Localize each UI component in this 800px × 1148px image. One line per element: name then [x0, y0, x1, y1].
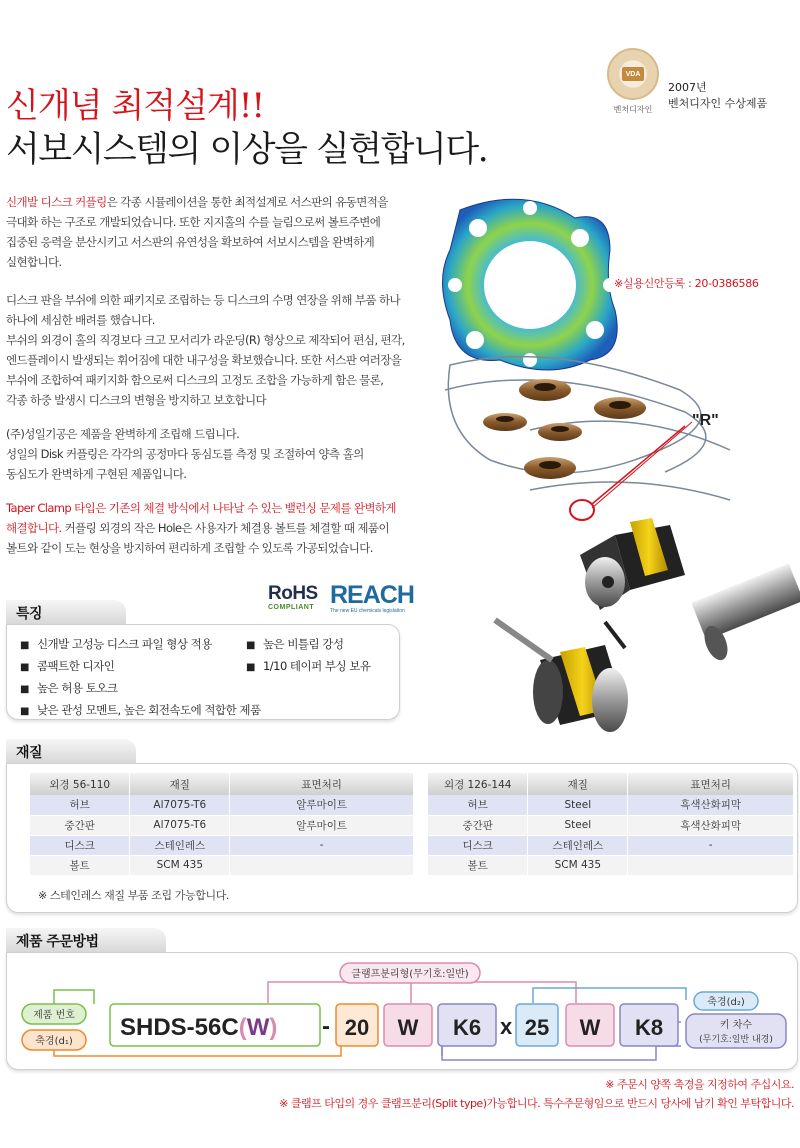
description-paragraph-3 — [6, 424, 426, 484]
features-tab: 특징 — [6, 600, 126, 624]
footer-note-1: ※ 주문시 양쪽 축경을 지정하여 주십시요. — [605, 1078, 794, 1091]
feature-item: ■ 높은 허용 토오크 — [20, 678, 261, 700]
desc-line: 극대화 하는 구조로 개발되었습니다. 또한 지지홀의 수를 늘림으로써 볼트주변에 — [6, 215, 381, 229]
table-row: 디스크 스테인레스 - — [30, 835, 414, 855]
code-clamp-1: W — [397, 1015, 419, 1040]
award-text — [668, 80, 767, 112]
desc-line: 부쉬에 조합하여 패키지화 함으로써 디스크의 고정도 조합을 가능하게 함은 물론, — [6, 373, 384, 387]
description-paragraph-2 — [6, 290, 426, 410]
rohs-sub: COMPLIANT — [268, 604, 315, 611]
desc-line: 해결합니다. 커플링 외경의 작은 Hole은 사용자가 체결용 볼트를 체결할 때 제품이 — [6, 521, 389, 535]
code-x: x — [500, 1014, 513, 1039]
desc-line: 성일의 Disk 커플링은 각각의 공정마다 동심도를 측정 및 조절하여 양측 홀의 — [6, 447, 364, 461]
disk-plates — [445, 357, 730, 500]
product-number-label: 제품 번호 — [33, 1010, 75, 1021]
r-callout — [570, 412, 719, 520]
table-row: 허브 Al7075-T6 알루마이트 — [30, 795, 414, 815]
table-row: 중간판 Steel 흑색산화피막 — [428, 815, 794, 835]
headline-main: 서보시스템의 이상을 실현합니다. — [6, 130, 488, 170]
headline-red: 신개념 최적설계!! — [6, 86, 265, 126]
table-row: 허브 Steel 흑색산화피막 — [428, 795, 794, 815]
key-label-2: (무기호:일반 내경) — [699, 1035, 773, 1045]
rohs-logo — [268, 584, 318, 611]
desc-line: 집중된 응력을 분산시키고 서스판의 유연성을 확보하여 서보시스템을 완벽하게 — [6, 235, 375, 249]
code-bore-d1: 20 — [344, 1015, 370, 1040]
clamp-type-label: 클램프분리형(무기호:일반) — [351, 969, 469, 980]
table-row: 볼트 SCM 435 — [428, 855, 794, 875]
desc-line: 각종 하중 발생시 디스크의 변형을 방지하고 보호합니다 — [6, 393, 267, 407]
footer-note-2: ※ 클램프 타입의 경우 클램프분리(Split type)가능합니다. 특수주문형임으로 반드시 당사에 납기 확인 부탁합니다. — [279, 1097, 794, 1110]
award-label: 벤처디자인 — [613, 105, 653, 114]
award-seal-logo: VDA — [607, 48, 659, 100]
desc-line: Taper Clamp 타입은 기존의 체결 방식에서 나타날 수 있는 밸런싱 문제를 완벽하게 — [6, 501, 396, 515]
table-header: 재질 — [528, 773, 628, 795]
feature-item: ■ 신개발 고성능 디스크 파일 형상 적용 — [20, 634, 261, 656]
coupling-assembled-upper — [580, 518, 800, 663]
materials-table-126-144 — [428, 773, 794, 876]
table-header: 재질 — [130, 773, 230, 795]
description-paragraph-1 — [6, 192, 426, 272]
desc-line: 실현합니다. — [6, 255, 62, 269]
r-callout-label: "R" — [692, 412, 719, 429]
coupling-assembled-lower — [495, 620, 628, 732]
order-code-diagram — [6, 952, 798, 1070]
feature-item: ■ 콤팩트한 디자인 — [20, 656, 261, 678]
table-header: 외경 56-110 — [30, 773, 130, 795]
table-row: 중간판 Al7075-T6 알루마이트 — [30, 815, 414, 835]
desc-line: 동심도가 완벽하게 구현된 제품입니다. — [6, 467, 187, 481]
table-header: 표면처리 — [628, 773, 794, 795]
features-list-right — [246, 634, 371, 678]
table-header: 외경 126-144 — [428, 773, 528, 795]
materials-note: ※ 스테인레스 재질 부품 조립 가능합니다. — [38, 889, 230, 902]
key-label-1: 키 차수 — [719, 1020, 753, 1031]
bore-d1-label: 축경(d₁) — [35, 1036, 73, 1047]
code-model: SHDS-56C(W) — [120, 1014, 278, 1041]
desc-line: 하나에 세심한 배려를 했습니다. — [6, 313, 155, 327]
code-key-2: K8 — [634, 1015, 664, 1040]
fea-disk-graphic — [443, 199, 618, 370]
code-clamp-2: W — [579, 1015, 601, 1040]
code-dash: - — [322, 1013, 330, 1040]
award-year: 2007년 — [668, 81, 707, 94]
desc-line: 신개발 디스크 커플링은 각종 시뮬레이션을 통한 최적설계로 서스판의 유동면적을 — [6, 195, 388, 209]
bore-d2-label: 축경(d₂) — [707, 997, 745, 1008]
table-row: 볼트 SCM 435 — [30, 855, 414, 875]
feature-item: ■ 낮은 관성 모멘트, 높은 회전속도에 적합한 제품 — [20, 700, 261, 722]
coupling-illustration — [430, 190, 800, 735]
table-row: 디스크 스테인레스 - — [428, 835, 794, 855]
materials-table-56-110 — [30, 773, 414, 876]
desc-line: (주)성일기공은 제품을 완벽하게 조립해 드립니다. — [6, 427, 240, 441]
desc-line: 엔드플레이시 발생되는 휘어짐에 대한 내구성을 확보했습니다. 또한 서스판 여러장을 — [6, 353, 402, 367]
materials-tab: 재질 — [6, 739, 136, 763]
table-header: 표면처리 — [230, 773, 414, 795]
code-bore-d2: 25 — [524, 1015, 550, 1040]
reach-mark: REACH — [330, 581, 414, 609]
award-title: 벤처디자인 수상제품 — [668, 97, 768, 110]
reach-logo — [330, 582, 414, 614]
order-tab: 제품 주문방법 — [6, 928, 166, 952]
features-list-left — [20, 634, 261, 722]
desc-line: 볼트와 같이 도는 현상을 방지하여 편리하게 조립할 수 있도록 가공되었습니다. — [6, 541, 373, 555]
desc-line: 부쉬의 외경이 홀의 직경보다 크고 모서리가 라운딩(R) 형상으로 제작되어 편심, 편각, — [6, 333, 405, 347]
feature-item: ■ 1/10 테이퍼 부싱 보유 — [246, 656, 371, 678]
rohs-mark: RoHS — [268, 583, 318, 604]
patent-registration: ※실용신안등록 : 20-0386586 — [614, 277, 759, 290]
award-seal-block — [603, 48, 663, 115]
desc-highlight: 신개발 디스크 커플링 — [6, 195, 107, 209]
description-paragraph-4 — [6, 498, 426, 558]
desc-line: 디스크 판을 부쉬에 의한 패키지로 조립하는 등 디스크의 수명 연장을 위해 부품 하나 — [6, 293, 400, 307]
reach-sub: The new EU chemicals legislation — [330, 608, 405, 614]
feature-item: ■ 높은 비틀림 강성 — [246, 634, 371, 656]
code-key-1: K6 — [452, 1015, 482, 1040]
